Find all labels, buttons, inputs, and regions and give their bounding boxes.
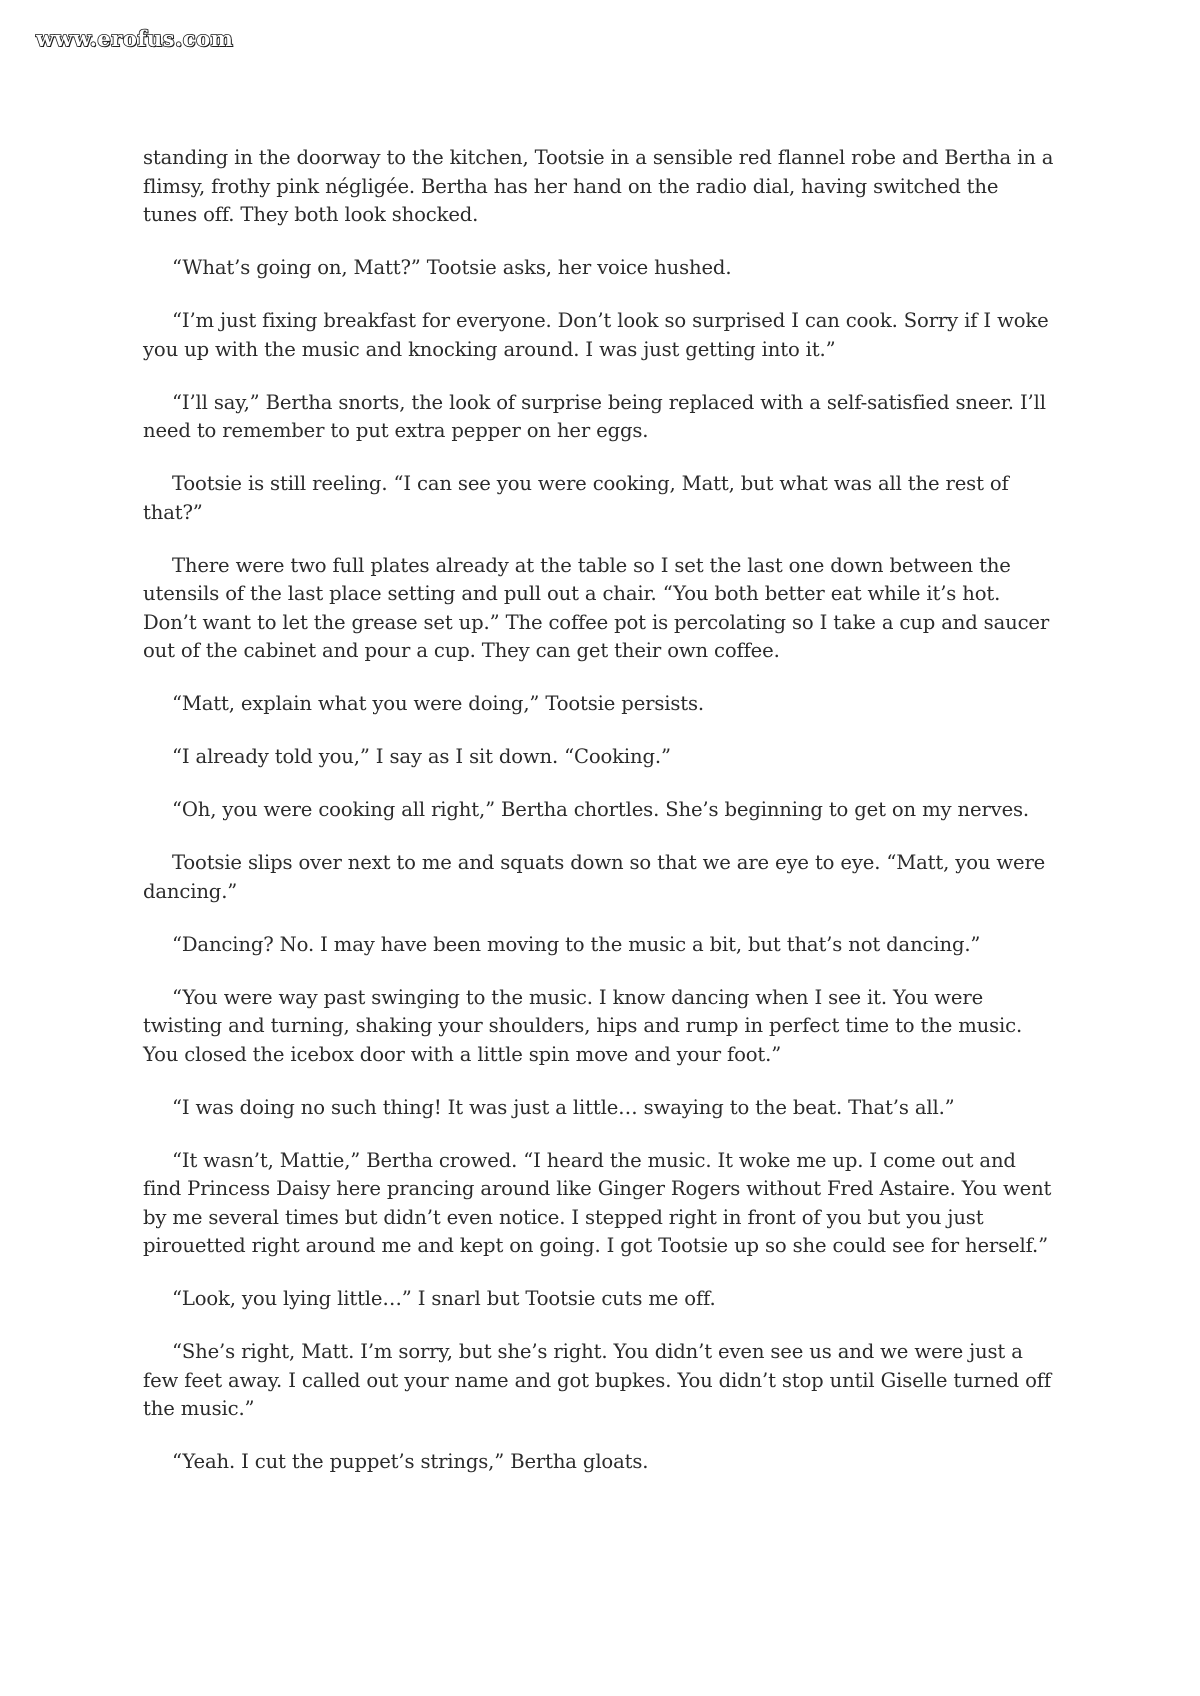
paragraph: Tootsie slips over next to me and squats down so that we are eye to eye. “Matt, you were dancing.” [143,851,1046,903]
paragraph: “I’m just fixing breakfast for everyone. Don’t look so surprised I can cook. Sorry if I woke you up with the music and knocking around. I was just getting into it.” [143,309,1049,361]
site-watermark: www.erofus.com [36,26,234,51]
paragraph: “I was doing no such thing! It was just a little… swaying to the beat. That’s all.” [172,1095,955,1119]
page-body [143,144,1055,1501]
paragraph: “I’ll say,” Bertha snorts, the look of surprise being replaced with a self-satisfied sneer. I’ll need to remember to put extra pepper on her eggs. [143,390,1046,442]
paragraph: Tootsie is still reeling. “I can see you were cooking, Matt, but what was all the rest of that?” [143,472,1009,524]
paragraph: “You were way past swinging to the music. I know dancing when I see it. You were twisting and turning, shaking your shoulders, hips and rump in perfect time to the music. You closed the icebox door with a little spin move and your foot.” [143,985,1023,1066]
paragraph: “Dancing? No. I may have been moving to the music a bit, but that’s not dancing.” [172,932,981,956]
paragraph: “Look, you lying little…” I snarl but Tootsie cuts me off. [172,1287,716,1310]
paragraph: “I already told you,” I say as I sit down. “Cooking.” [172,745,671,768]
paragraph: “It wasn’t, Mattie,” Bertha crowed. “I heard the music. It woke me up. I come out and find Princess Daisy here prancing around like Ginger Rogers without Fred Astaire. You went by me several times but didn’t even notice. I stepped right in front of you but you just pirouetted right around me and kept on going. I got Tootsie up so she could see for herself.” [143,1148,1052,1257]
paragraph: “What’s going on, Matt?” Tootsie asks, her voice hushed. [172,256,732,279]
paragraph: There were two full plates already at the table so I set the last one down between the utensils of the last place setting and pull out a chair. “You both better eat while it’s hot. Don’t want to let the grease set up.” The coffee pot is percolating so I take a cup and saucer out of the cabinet and pour a cup. They can get their own coffee. [143,553,1050,662]
paragraph: “Matt, explain what you were doing,” Tootsie persists. [172,692,705,715]
paragraph: “She’s right, Matt. I’m sorry, but she’s right. You didn’t even see us and we were just a few feet away. I called out your name and got bupkes. You didn’t stop until Giselle turned off the music.” [143,1340,1051,1420]
paragraph: “Yeah. I cut the puppet’s strings,” Bertha gloats. [172,1450,649,1473]
paragraph: “Oh, you were cooking all right,” Bertha chortles. She’s beginning to get on my nerves. [172,798,1030,821]
paragraph: standing in the doorway to the kitchen, Tootsie in a sensible red flannel robe and Bertha in a flimsy, frothy pink négligée. Bertha has her hand on the radio dial, having switched the tunes off. They both look shocked. [143,146,1054,226]
